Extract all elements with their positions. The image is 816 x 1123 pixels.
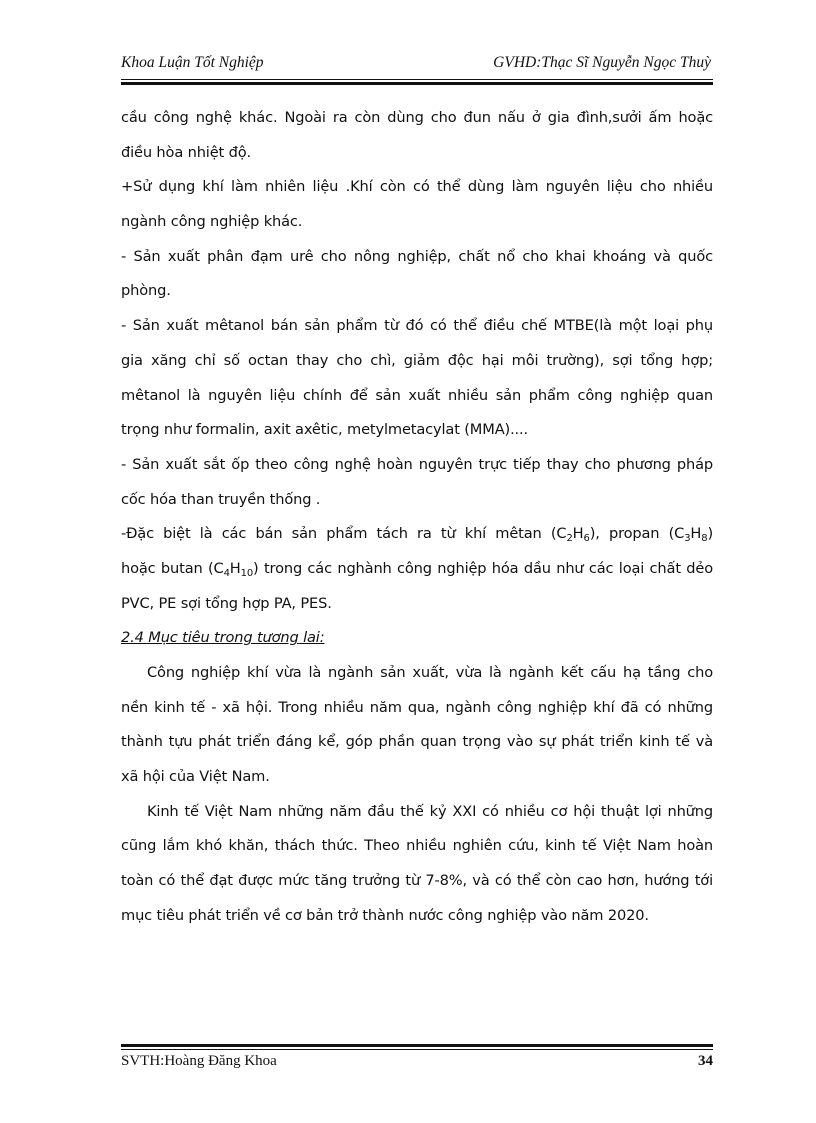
text-line: thành tựu phát triển đáng kể, góp phần quan trọng vào sự phát triển kinh tế và (121, 733, 713, 751)
header-rule-thin (121, 79, 713, 80)
text-line: +Sử dụng khí làm nhiên liệu .Khí còn có thể dùng làm nguyên liệu cho nhiều (121, 178, 713, 196)
text-line: phòng. (121, 282, 171, 300)
text-line: Kinh tế Việt Nam những năm đầu thế kỷ XXI có nhiều cơ hội thuật lợi những (147, 802, 713, 820)
page-number: 34 (698, 1053, 713, 1069)
text-line: - Sản xuất mêtanol bán sản phẩm từ đó có thể điều chế MTBE(là một loại phụ (121, 317, 713, 335)
text-line: gia xăng chỉ số octan thay cho chì, giảm độc hại môi trường), sợi tổng hợp; (121, 351, 713, 369)
header-rule-thick (121, 82, 713, 85)
text-line-formula-2: hoặc butan $(C_4H_{10})$ trong các nghành công nghiệp hóa dầu như các loại chất dẻo (121, 559, 713, 579)
footer-rule-thick (121, 1044, 713, 1047)
text-line: ngành công nghiệp khác. (121, 213, 303, 231)
footer-student: SVTH:Hoàng Đăng Khoa (121, 1053, 277, 1069)
header-advisor: GVHD:Thạc Sĩ Nguyễn Ngọc Thuỳ (493, 54, 711, 71)
body-text (121, 104, 713, 937)
section-heading: 2.4 Mục tiêu trong tương lai: (121, 629, 325, 647)
header-thesis-title: Khoa Luận Tốt Nghiệp (121, 54, 264, 71)
text-line: - Sản xuất phân đạm urê cho nông nghiệp, chất nổ cho khai khoáng và quốc (121, 247, 713, 265)
text-line: cũng lắm khó khăn, thách thức. Theo nhiều nghiên cứu, kinh tế Việt Nam hoàn (121, 837, 713, 855)
text-line: Công nghiệp khí vừa là ngành sản xuất, vừa là ngành kết cấu hạ tầng cho (147, 664, 713, 681)
text-line: mêtanol là nguyên liệu chính để sản xuất nhiều sản phẩm công nghiệp quan (121, 386, 713, 404)
text-line: toàn có thể đạt được mức tăng trưởng từ 7-8%, và có thể còn cao hơn, hướng tới (121, 872, 713, 890)
text-line: mục tiêu phát triển về cơ bản trở thành nước công nghiệp vào năm 2020. (121, 906, 649, 924)
text-line: nền kinh tế - xã hội. Trong nhiều năm qua, ngành công nghiệp khí đã có những (121, 698, 713, 716)
text-line: cầu công nghệ khác. Ngoài ra còn dùng cho đun nấu ở gia đình,sưởi ấm hoặc (121, 109, 713, 126)
text-line: điều hòa nhiệt độ. (121, 143, 251, 161)
text-line: - Sản xuất sắt ốp theo công nghệ hoàn nguyên trực tiếp thay cho phương pháp (121, 455, 713, 473)
page-footer (121, 1049, 713, 1073)
text-line-formula-1: -Đặc biệt là các bán sản phẩm tách ra từ khí mêtan $(C_2H_6)$, propan $(C_3H_8)$ (121, 525, 713, 545)
text-line: cốc hóa than truyền thống . (121, 490, 321, 508)
text-line: PVC, PE sợi tổng hợp PA, PES. (121, 594, 332, 612)
page-header (121, 52, 711, 76)
text-line: trọng như formalin, axit axêtic, metylmetacylat (MMA).... (121, 421, 529, 439)
text-line: xã hội của Việt Nam. (121, 768, 270, 786)
